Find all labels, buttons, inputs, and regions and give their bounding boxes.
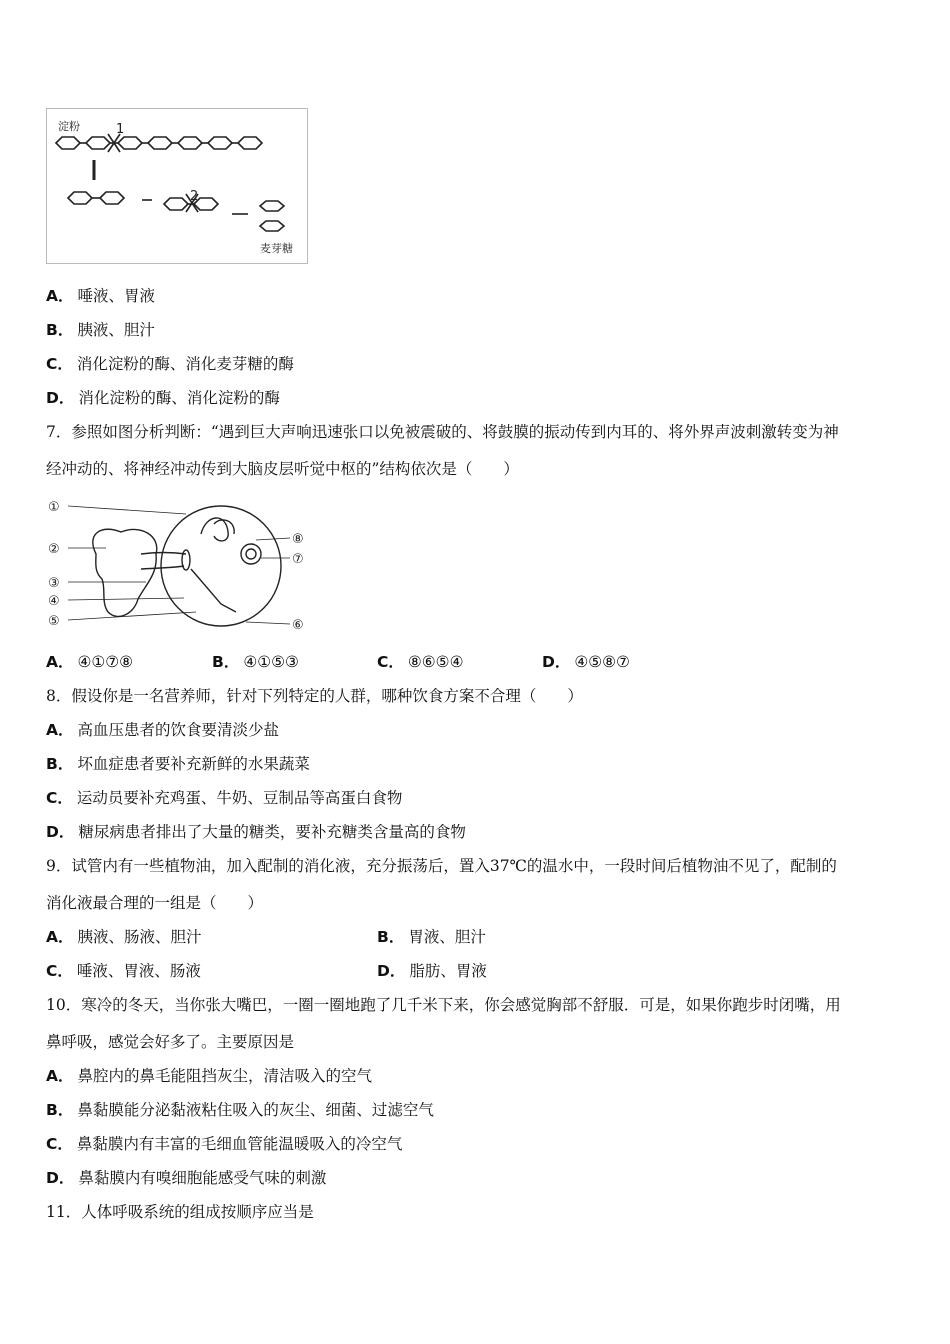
q10-option-a[interactable]: A． 鼻腔内的鼻毛能阻挡灰尘，清洁吸入的空气 xyxy=(46,1067,373,1085)
q7-stem-line1: 7．参照如图分析判断：“遇到巨大声响迅速张口以免被震破的、将鼓膜的振动传到内耳的、将外界声波刺激转变为神 xyxy=(46,423,839,441)
starch-label: 淀粉 xyxy=(58,120,80,133)
q7-option-b[interactable]: B． ④①⑤③ xyxy=(212,653,299,671)
q9-stem-line2: 消化液最合理的一组是（ ） xyxy=(46,894,264,912)
q10-stem-line2: 鼻呼吸，感觉会好多了。主要原因是 xyxy=(46,1033,295,1051)
q9-option-b[interactable]: B． 胃液、胆汁 xyxy=(377,928,486,946)
ear-label-2: ② xyxy=(48,542,60,557)
q9-option-a[interactable]: A． 胰液、肠液、胆汁 xyxy=(46,928,202,946)
ear-label-3: ③ xyxy=(48,576,60,591)
q10-option-b[interactable]: B． 鼻黏膜能分泌黏液粘住吸入的灰尘、细菌、过滤空气 xyxy=(46,1101,434,1119)
q7-option-a[interactable]: A． ④①⑦⑧ xyxy=(46,653,134,671)
q9-stem-line1: 9．试管内有一些植物油，加入配制的消化液，充分振荡后，置入37℃的温水中，一段时间后植物油不见了，配制的 xyxy=(46,857,837,875)
ear-structure-figure xyxy=(46,494,316,638)
q6-option-b[interactable]: B． 胰液、胆汁 xyxy=(46,321,155,339)
cut-mark-2: 2 xyxy=(190,189,199,204)
q9-option-d[interactable]: D． 脂肪、胃液 xyxy=(377,962,487,980)
q8-option-b[interactable]: B． 坏血症患者要补充新鲜的水果蔬菜 xyxy=(46,755,310,773)
q7-option-d[interactable]: D． ④⑤⑧⑦ xyxy=(542,653,630,671)
starch-digestion-figure xyxy=(46,108,308,264)
q8-option-d[interactable]: D． 糖尿病患者排出了大量的糖类，要补充糖类含量高的食物 xyxy=(46,823,466,841)
q11-stem: 11．人体呼吸系统的组成按顺序应当是 xyxy=(46,1203,314,1221)
ear-label-7: ⑦ xyxy=(292,552,304,567)
q10-option-d[interactable]: D． 鼻黏膜内有嗅细胞能感受气味的刺激 xyxy=(46,1169,327,1187)
q6-option-d[interactable]: D． 消化淀粉的酶、消化淀粉的酶 xyxy=(46,389,280,407)
q8-option-a[interactable]: A． 高血压患者的饮食要清淡少盐 xyxy=(46,721,280,739)
ear-label-6: ⑥ xyxy=(292,618,304,633)
q10-stem-line1: 10．寒冷的冬天，当你张大嘴巴，一圈一圈地跑了几千米下来，你会感觉胸部不舒服．可是，如果你跑步时闭嘴，用 xyxy=(46,996,841,1014)
maltose-label: 麦芽糖 xyxy=(260,242,293,255)
ear-label-1: ① xyxy=(48,500,60,515)
ear-label-5: ⑤ xyxy=(48,614,60,629)
q8-stem: 8．假设你是一名营养师，针对下列特定的人群，哪种饮食方案不合理（ ） xyxy=(46,687,583,705)
q6-option-c[interactable]: C． 消化淀粉的酶、消化麦芽糖的酶 xyxy=(46,355,294,373)
q7-stem-line2: 经冲动的、将神经冲动传到大脑皮层听觉中枢的”结构依次是（ ） xyxy=(46,460,519,478)
q9-option-c[interactable]: C． 唾液、胃液、肠液 xyxy=(46,962,201,980)
ear-label-4: ④ xyxy=(48,594,60,609)
q8-option-c[interactable]: C． 运动员要补充鸡蛋、牛奶、豆制品等高蛋白食物 xyxy=(46,789,403,807)
q6-option-a[interactable]: A． 唾液、胃液 xyxy=(46,287,156,305)
q10-option-c[interactable]: C． 鼻黏膜内有丰富的毛细血管能温暖吸入的冷空气 xyxy=(46,1135,403,1153)
ear-label-8: ⑧ xyxy=(292,532,304,547)
q7-option-c[interactable]: C． ⑧⑥⑤④ xyxy=(377,653,464,671)
cut-mark-1: 1 xyxy=(116,122,125,137)
